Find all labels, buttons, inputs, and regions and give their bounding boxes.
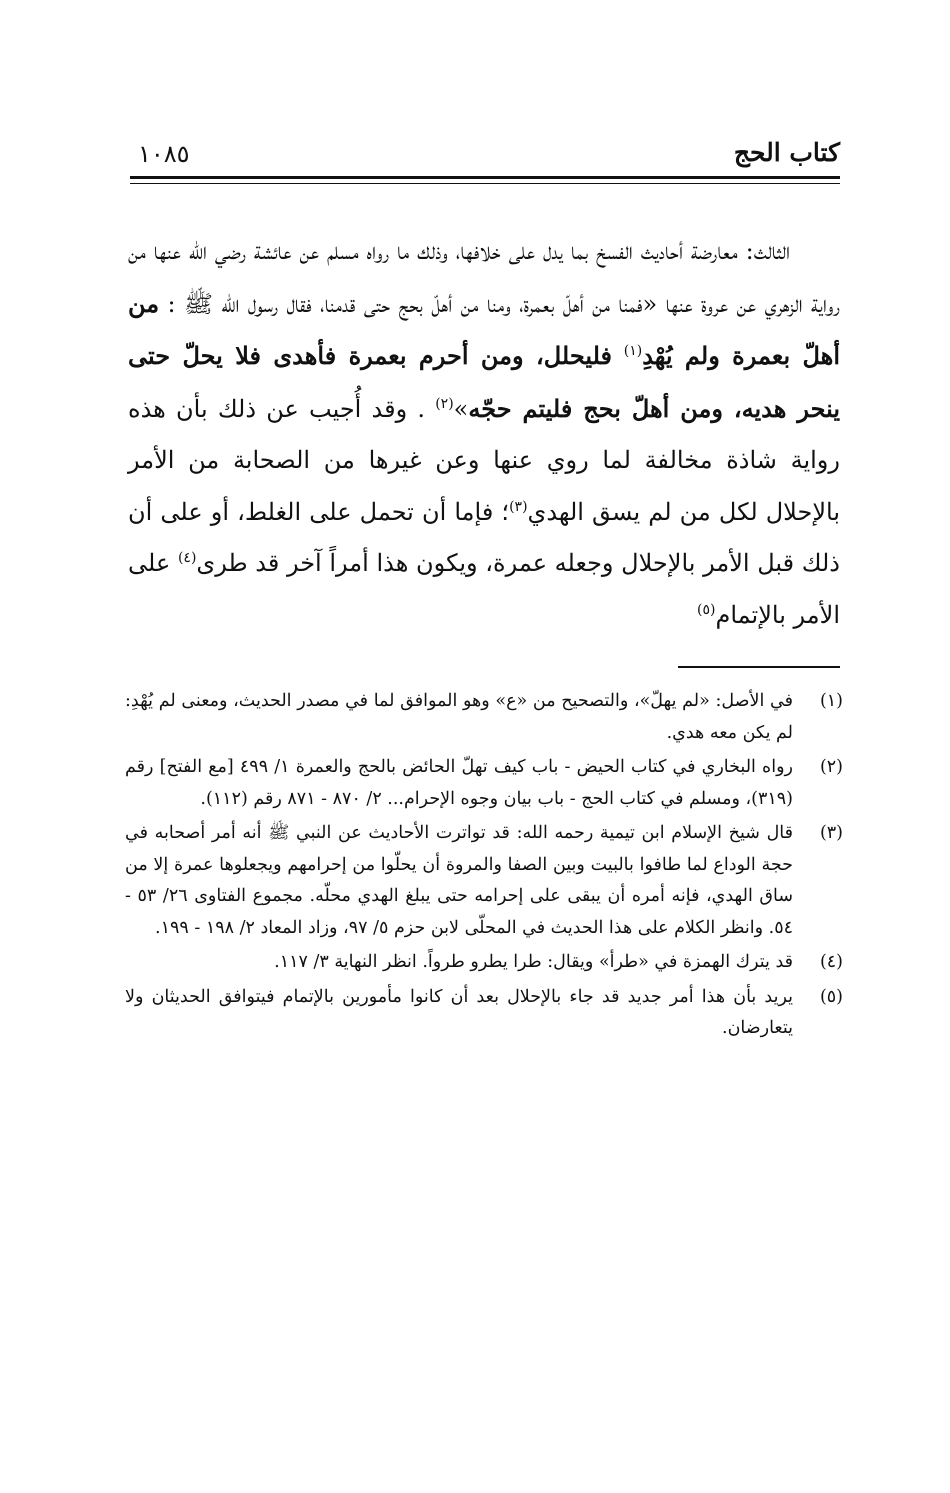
footnote-text: رواه البخاري في كتاب الحيض - باب كيف تهلّ الحائض بالحج والعمرة ١/ ٤٩٩ [مع الفتح] رقم (٣١٩)، ومسلم في كتاب الحج - باب بيان وجوه الإحرام... ٢/ ٨٧٠ - ٨٧١ رقم (١١٢). (125, 757, 793, 809)
footnote-ref-3: (٣) (509, 498, 528, 515)
footnote-number: (١) (819, 691, 843, 711)
closing-quote: » (453, 394, 469, 423)
main-paragraph (128, 226, 840, 641)
footnote-number: (٣) (819, 823, 843, 843)
footnote-5 (125, 982, 843, 1045)
footnote-text: قال شيخ الإسلام ابن تيمية رحمه الله: قد تواترت الأحاديث عن النبي ﷺ أنه أمر أصحابه في حجة الوداع لما طافوا بالبيت وبين الصفا والمروة أن يحلّوا من إحرامهم ويجعلوها عمرة إلا من ساق الهدي، فإنه أمره أن يبقى على إحرامه حتى يبلغ الهدي محلّه. مجموع الفتاوى ٢٦/ ٥٣ - ٥٤. وانظر الكلام على هذا الحديث في المحلّى لابن حزم ٥/ ٩٧، وزاد المعاد ٢/ ١٩٨ - ١٩٩. (125, 823, 793, 938)
footnote-ref-4: (٤) (177, 550, 197, 566)
footnote-number: (٢) (819, 757, 843, 777)
footnote-ref-1: (١) (623, 343, 643, 359)
main-text-run: الثالث: معارضة أحاديث الفسخ بما يدل على خلافها، وذلك ما رواه مسلم عن عائشة رضي الله عنها من رواية الزهري عن عروة عنها «فمنا من أهلّ بعمرة، ومنا من أهلّ بحج حتى قدمنا، فقال رسول الله ﷺ : (128, 237, 840, 318)
footnote-4 (125, 947, 843, 979)
hadith-bold-text: من أهلّ بعمرة ولم يُهْدِ (128, 288, 841, 370)
header-rule-thin (130, 183, 840, 184)
main-text (128, 226, 840, 641)
footnote-3 (125, 818, 843, 944)
footnote-text: يريد بأن هذا أمر جديد قد جاء بالإحلال بعد أن كانوا مأمورين بالإتمام فيتوافق الحديثان ولا يتعارضان. (125, 986, 793, 1038)
footnote-1 (125, 686, 843, 749)
footnote-separator (678, 666, 840, 668)
header-rule-thick (130, 176, 840, 179)
page-number: ١٠٨٥ (138, 140, 190, 168)
footnote-ref-2: (٢) (435, 395, 454, 412)
footnote-number: (٤) (819, 952, 843, 972)
footnote-2 (125, 752, 843, 815)
main-text-run: ؛ فإما أن تحمل على الغلط، أو على أن ذلك قبل الأمر بالإحلال وجعله عمرة، ويكون هذا أمراً آخر قد طرى (128, 497, 840, 577)
book-title: كتاب الحج (733, 138, 840, 167)
running-header (130, 138, 840, 178)
footnote-number: (٥) (819, 986, 843, 1007)
main-text-run: على الأمر بالإتمام (128, 549, 840, 629)
footnotes (125, 686, 843, 1048)
footnote-text: في الأصل: «لم يهلّ»، والتصحيح من «ع» وهو الموافق لما في مصدر الحديث، ومعنى لم يُهْدِ: لم يكن معه هدي. (125, 691, 793, 743)
footnote-ref-5: (٥) (697, 601, 716, 618)
hadith-bold-text-continued: فليحلل، ومن أحرم بعمرة فأهدى فلا يحلّ حتى ينحر هديه، ومن أهلّ بحج فليتم حجّه (128, 341, 840, 423)
main-text-run: . وقد أُجيب عن ذلك بأن هذه رواية شاذة مخالفة لما روي عنها وعن غيرها من الصحابة من الأمر بالإحلال لكل من لم يسق الهدي (128, 394, 841, 526)
footnote-text: قد يترك الهمزة في «طرأ» ويقال: طرا يطرو طرواً. انظر النهاية ٣/ ١١٧. (274, 952, 793, 972)
